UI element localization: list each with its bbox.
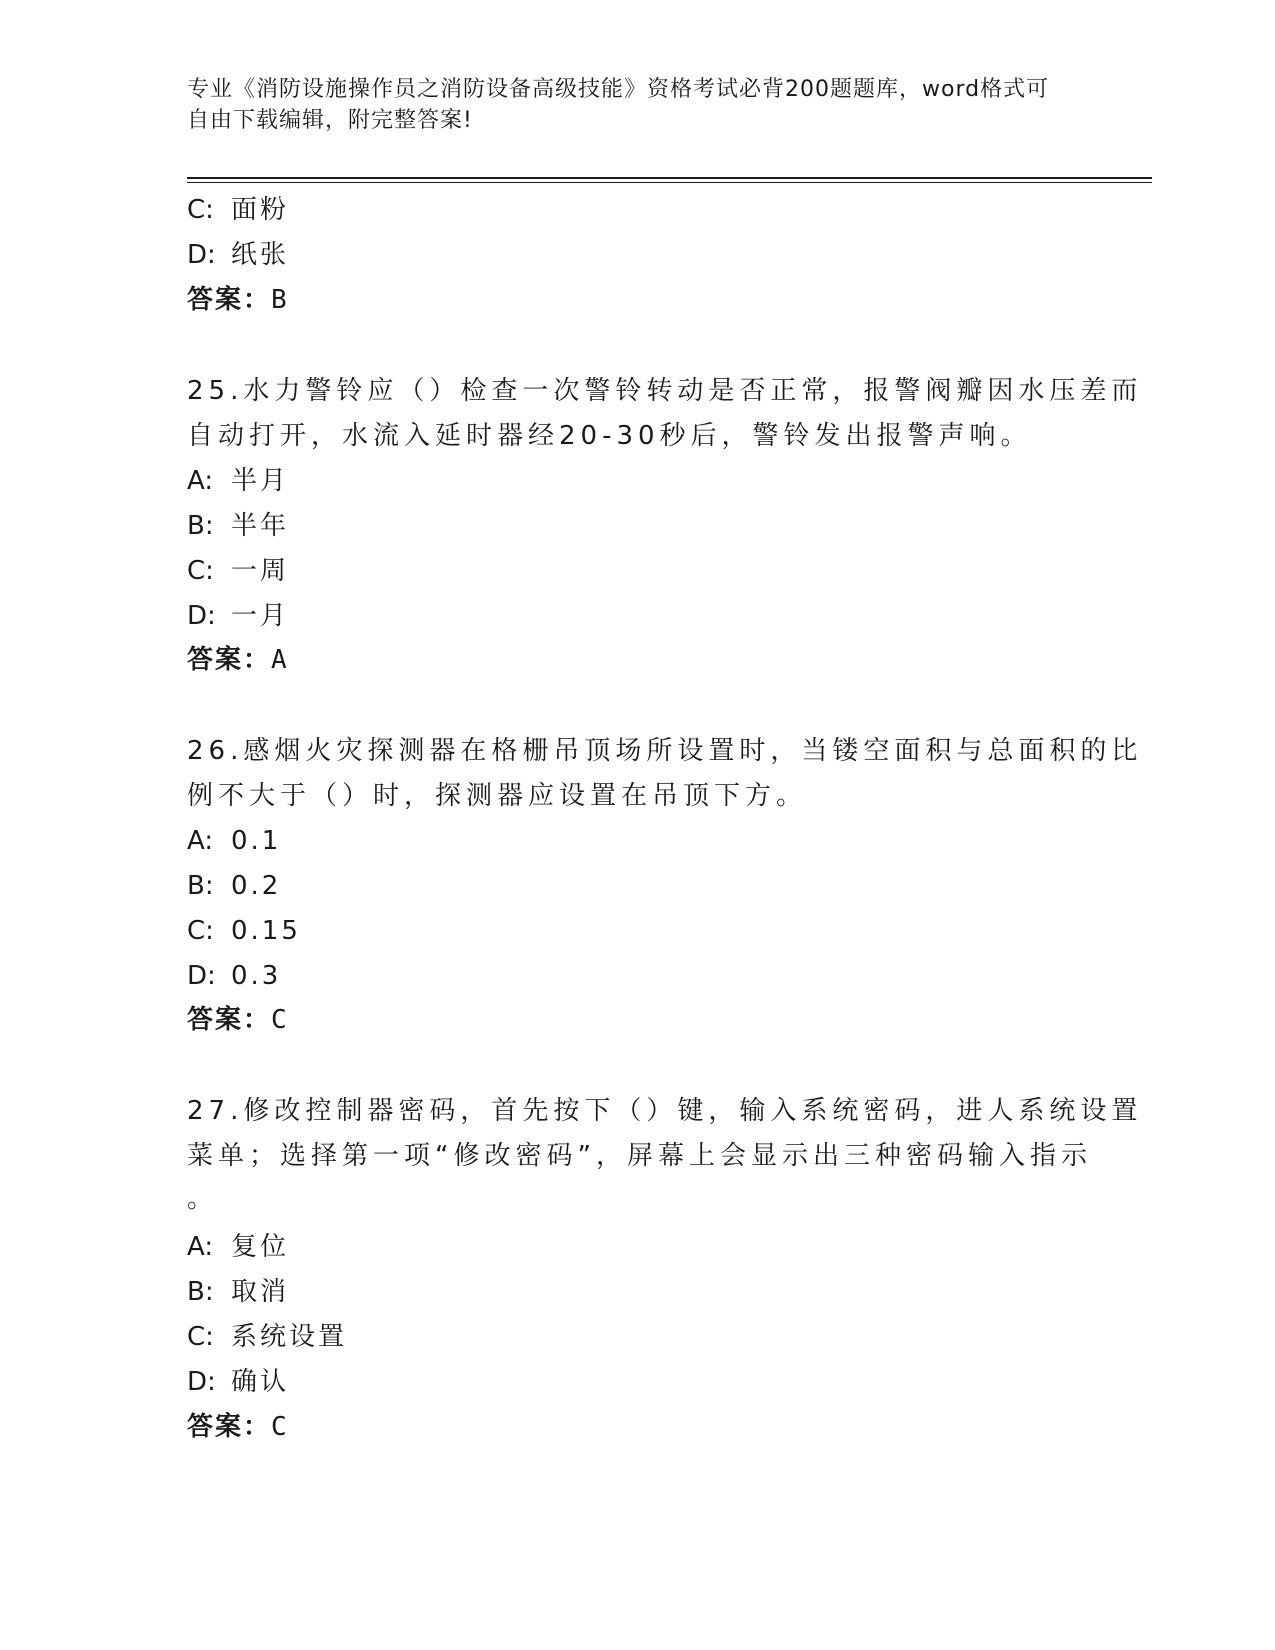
question-26-stem: 26.感烟火灾探测器在格栅吊顶场所设置时，当镂空面积与总面积的比 bbox=[187, 736, 1143, 766]
question-27-stem: 27.修改控制器密码，首先按下（）键，输入系统密码，进人系统设置 bbox=[187, 1096, 1143, 1126]
option-key: C: bbox=[187, 1322, 214, 1352]
option-text: 一月 bbox=[231, 601, 290, 631]
question-25-stem: 25.水力警铃应（）检查一次警铃转动是否正常，报警阀瓣因水压差而 bbox=[187, 376, 1143, 406]
answer-line bbox=[187, 1003, 289, 1037]
option-b bbox=[187, 509, 289, 543]
option-key: D: bbox=[187, 1367, 216, 1397]
option-key: A: bbox=[187, 466, 214, 496]
option-text: 一周 bbox=[231, 556, 290, 586]
option-text: 0.2 bbox=[231, 871, 282, 901]
option-a bbox=[187, 824, 281, 858]
option-c bbox=[187, 914, 301, 948]
question-27-stem: 菜单；选择第一项“修改密码”，屏幕上会显示出三种密码输入指示 bbox=[187, 1141, 1092, 1171]
option-key: A: bbox=[187, 826, 214, 856]
option-a bbox=[187, 1230, 289, 1264]
option-d bbox=[187, 599, 289, 633]
option-key: B: bbox=[187, 1277, 214, 1307]
option-b bbox=[187, 1275, 289, 1309]
option-key: C: bbox=[187, 195, 214, 225]
page-header: 专业《消防设施操作员之消防设备高级技能》资格考试必背200题题库，word格式可自由下载编辑，附完整答案! bbox=[187, 77, 1050, 133]
option-key: B: bbox=[187, 871, 214, 901]
option-text: 纸张 bbox=[231, 240, 290, 270]
answer-line bbox=[187, 643, 289, 677]
option-key: C: bbox=[187, 556, 214, 586]
question-27-stem: 。 bbox=[187, 1184, 219, 1214]
option-key: D: bbox=[187, 601, 216, 631]
option-key: B: bbox=[187, 511, 214, 541]
option-c bbox=[187, 193, 289, 227]
option-d bbox=[187, 1365, 289, 1399]
option-b bbox=[187, 869, 281, 903]
option-text: 系统设置 bbox=[231, 1322, 348, 1352]
option-a bbox=[187, 464, 289, 498]
answer-line bbox=[187, 1410, 289, 1444]
header-divider-thin bbox=[187, 182, 1152, 183]
question-25-stem: 自动打开，水流入延时器经20-30秒后，警铃发出报警声响。 bbox=[187, 421, 1032, 451]
option-text: 取消 bbox=[231, 1277, 290, 1307]
question-26-stem: 例不大于（）时，探测器应设置在吊顶下方。 bbox=[187, 781, 808, 811]
option-d bbox=[187, 959, 281, 993]
answer-value: B bbox=[271, 285, 289, 315]
header-divider bbox=[187, 177, 1152, 179]
answer-label: 答案： bbox=[187, 1412, 272, 1442]
option-key: D: bbox=[187, 961, 216, 991]
option-d bbox=[187, 238, 289, 272]
answer-label: 答案： bbox=[187, 1005, 272, 1035]
answer-value: C bbox=[271, 1005, 289, 1035]
option-text: 0.15 bbox=[231, 916, 301, 946]
option-text: 0.1 bbox=[231, 826, 282, 856]
option-key: C: bbox=[187, 916, 214, 946]
option-c bbox=[187, 554, 289, 588]
option-key: D: bbox=[187, 240, 216, 270]
answer-line bbox=[187, 283, 289, 317]
option-text: 面粉 bbox=[231, 195, 290, 225]
answer-value: A bbox=[271, 645, 289, 675]
option-text: 半月 bbox=[231, 466, 290, 496]
option-text: 0.3 bbox=[231, 961, 282, 991]
option-key: A: bbox=[187, 1232, 214, 1262]
answer-value: C bbox=[271, 1412, 289, 1442]
option-c bbox=[187, 1320, 347, 1354]
answer-label: 答案： bbox=[187, 285, 272, 315]
option-text: 半年 bbox=[231, 511, 290, 541]
option-text: 复位 bbox=[231, 1232, 290, 1262]
answer-label: 答案： bbox=[187, 645, 272, 675]
option-text: 确认 bbox=[231, 1367, 290, 1397]
